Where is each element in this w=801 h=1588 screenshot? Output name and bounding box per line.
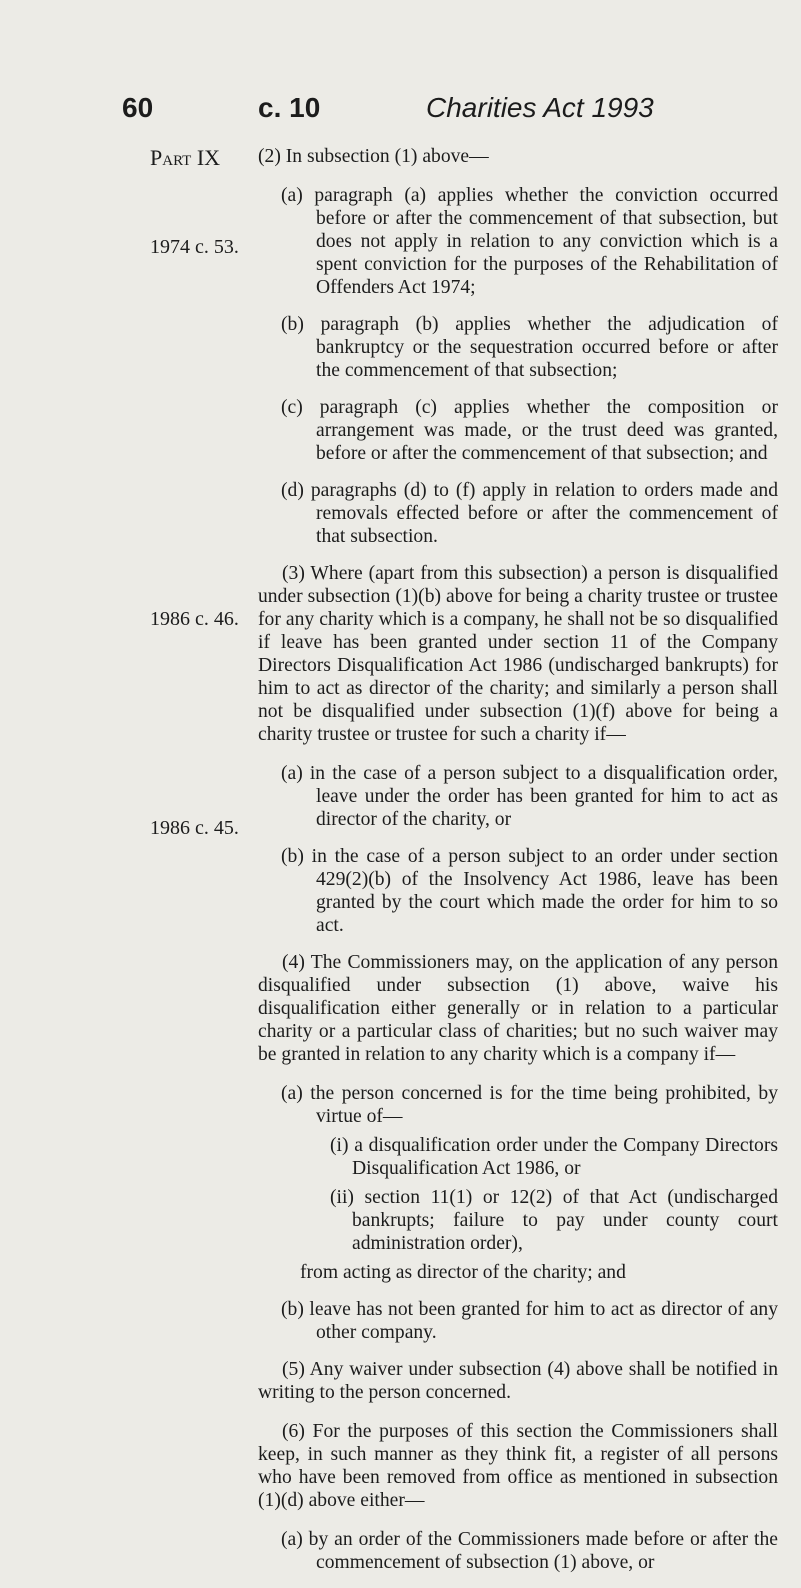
subsection-3-a: (a) in the case of a person subject to a disqualification order, leave under the order has been granted for him to act as director of the charity, or: [281, 763, 778, 830]
margin-part-label: Part IX: [150, 145, 221, 170]
subsection-3-b: (b) in the case of a person subject to an order under section 429(2)(b) of the Insolvency Act 1986, leave has been granted by the court which made the order for him to so act.: [281, 846, 778, 936]
statute-body: [258, 145, 778, 1588]
subsection-2-a: (a) paragraph (a) applies whether the conviction occurred before or after the commencement of that subsection, but does not apply in relation to any conviction which is a spent conviction for the purposes of the Rehabilitation of Offenders Act 1974;: [281, 185, 778, 298]
margin-citation-1974: 1974 c. 53.: [150, 236, 239, 258]
subsection-2-d: (d) paragraphs (d) to (f) apply in relation to orders made and removals effected before or after the commencement of that subsection.: [281, 480, 778, 547]
subsection-4-a-i: (i) a disqualification order under the Company Directors Disqualification Act 1986, or: [330, 1135, 778, 1179]
page-number: 60: [122, 92, 154, 123]
subsection-2-c: (c) paragraph (c) applies whether the composition or arrangement was made, or the trust deed was granted, before or after the commencement of that subsection; and: [281, 397, 778, 464]
margin-citation-1986-45: 1986 c. 45.: [150, 817, 239, 839]
subsection-5: (5) Any waiver under subsection (4) above shall be notified in writing to the person concerned.: [258, 1359, 778, 1403]
subsection-6-a: (a) by an order of the Commissioners made before or after the commencement of subsection (1) above, or: [281, 1529, 778, 1573]
subsection-2-intro: (2) In subsection (1) above—: [258, 146, 489, 167]
subsection-4-b: (b) leave has not been granted for him to act as director of any other company.: [281, 1299, 778, 1343]
subsection-4-a-ii: (ii) section 11(1) or 12(2) of that Act (undischarged bankrupts; failure to pay under county court administration order),: [330, 1187, 778, 1254]
act-title: Charities Act 1993: [426, 92, 654, 123]
subsection-2-b: (b) paragraph (b) applies whether the adjudication of bankruptcy or the sequestration occurred before or after the commencement of that subsection;: [281, 314, 778, 381]
subsection-4-intro: (4) The Commissioners may, on the application of any person disqualified under subsection (1) above, waive his disqualification either generally or in relation to a particular charity or a particular class of charities; but no such waiver may be granted in relation to any charity which is a company if—: [258, 952, 778, 1065]
margin-citation-1986-46: 1986 c. 46.: [150, 608, 239, 630]
chapter-number: c. 10: [258, 92, 321, 123]
subsection-4-a: (a) the person concerned is for the time being prohibited, by virtue of—: [281, 1083, 778, 1127]
subsection-3-intro: (3) Where (apart from this subsection) a person is disqualified under subsection (1)(b) above for being a charity trustee or trustee for any charity which is a company, he shall not be so disqualified if leave has been granted under section 11 of the Company Directors Disqualification Act 1986 (undischarged bankrupts) for him to act as director of the charity; and similarly a person shall not be disqualified under subsection (1)(f) above for being a charity trustee or trustee for such a charity if—: [258, 563, 778, 745]
running-header: [0, 92, 801, 132]
subsection-6-intro: (6) For the purposes of this section the Commissioners shall keep, in such manner as they think fit, a register of all persons who have been removed from office as mentioned in subsection (1)(d) above either—: [258, 1421, 778, 1511]
subsection-4-a-tail: from acting as director of the charity; and: [300, 1262, 626, 1283]
